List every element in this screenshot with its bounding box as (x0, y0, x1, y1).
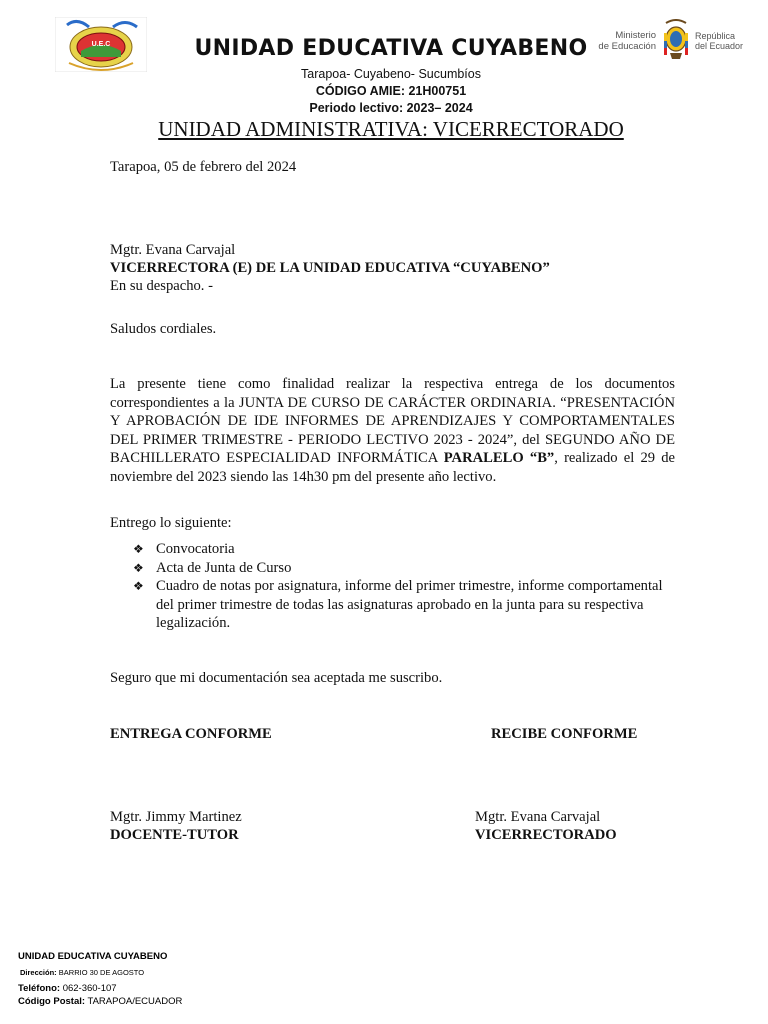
unit-heading: UNIDAD ADMINISTRATIVA: VICERRECTORADO (158, 117, 624, 141)
signature-right-heading: RECIBE CONFORME (491, 726, 638, 742)
republic-label: República del Ecuador (695, 31, 744, 51)
signature-left-heading: ENTREGA CONFORME (110, 726, 272, 742)
recipient-office: En su despacho. - (110, 278, 213, 294)
list-item: ❖ Acta de Junta de Curso (133, 559, 292, 576)
items-intro: Entrego lo siguiente: (110, 515, 232, 531)
body-text-parallel: PARALELO “B” (443, 450, 555, 466)
closing-line: Seguro que mi documentación sea aceptada me suscribo. (110, 670, 443, 686)
footer-phone: Teléfono: 062-360-107 (18, 983, 117, 994)
body-text-part1: La presente tiene como finalidad realizar la respectiva entrega de los documentos correspondientes a la JUNTA DE CURSO DE CARÁCTER ORDINARIA. “PRESENTACIÓN Y APROBACIÓN DE IDE INFORMES DE APRENDIZAJES Y COMPORTAMENTALES DEL PRIMER TRIMESTRE - PERIODO LECTIVO 2023 - 2024”, del SEGUNDO AÑO DE BACHILLERATO ESPECIALIDAD INFORMÁTICA (110, 376, 675, 466)
body-text-part3: , realizado el 29 de noviembre del 2023 siendo las 14h30 pm del presente año lectivo. (110, 450, 676, 485)
list-item: ❖ Cuadro de notas por asignatura, informe del primer trimestre, informe comportamental del primer trimestre de todas las asignaturas aprobado en la junta para su respectiva legalización. (133, 578, 663, 631)
list-item: ❖ Convocatoria (133, 541, 235, 557)
signature-left-name: Mgtr. Jimmy Martinez (110, 809, 242, 825)
greeting: Saludos cordiales. (110, 321, 217, 337)
body-paragraph (110, 375, 675, 486)
signature-right-name: Mgtr. Evana Carvajal (475, 809, 601, 825)
diamond-bullet-icon: ❖ (133, 579, 144, 593)
ministry-label: Ministerio de Educación (598, 30, 656, 52)
footer-school-name: UNIDAD EDUCATIVA CUYABENO (18, 951, 168, 962)
header-period: Periodo lectivo: 2023– 2024 (309, 101, 473, 115)
date-line: Tarapoa, 05 de febrero del 2024 (110, 159, 297, 175)
logo-text: U.E.C (91, 41, 111, 48)
signature-left-role: DOCENTE-TUTOR (110, 827, 239, 843)
header-location: Tarapoa- Cuyabeno- Sucumbíos (301, 67, 481, 81)
footer-address: Dirección: BARRIO 30 DE AGOSTO (20, 968, 145, 977)
footer-postal-code: Código Postal: TARAPOA/ECUADOR (18, 996, 183, 1007)
ecuador-seal-icon (662, 19, 690, 63)
signature-right-role: VICERRECTORADO (475, 827, 617, 843)
recipient-title: VICERRECTORA (E) DE LA UNIDAD EDUCATIVA “CUYABENO” (110, 260, 550, 276)
delivered-items-list (133, 540, 668, 633)
header-amie-code: CÓDIGO AMIE: 21H00751 (315, 84, 467, 98)
recipient-name: Mgtr. Evana Carvajal (110, 242, 236, 258)
school-title: UNIDAD EDUCATIVA CUYABENO (194, 36, 588, 61)
diamond-bullet-icon: ❖ (133, 542, 144, 556)
diamond-bullet-icon: ❖ (133, 560, 144, 575)
